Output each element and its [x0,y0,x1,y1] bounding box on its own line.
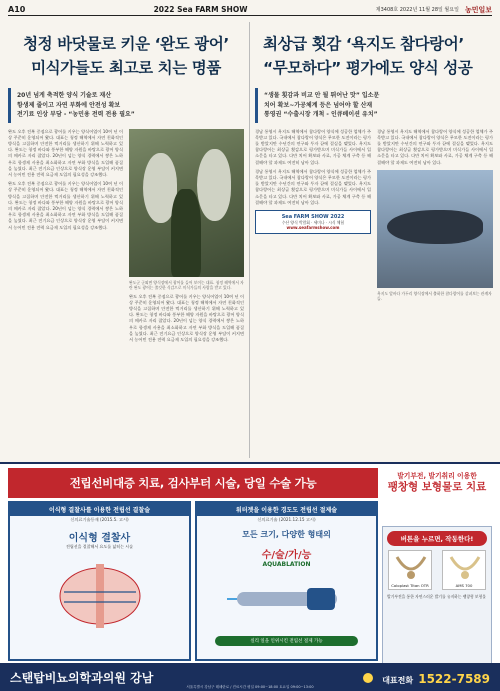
ad-card-ligation [8,501,191,661]
implant-product-2 [442,550,486,590]
right-subhead-3: 통영권 “수출시장 개척 - 인큐베이션 유치” [264,111,378,118]
event-title: Sea FARM SHOW 2022 [281,213,345,220]
left-article [8,20,244,460]
right-body-text-col2: 경남 통영시 욕지도 해역에서 참다랑어 양식에 성공한 업체가 주목받고 있다. 국내에서 참다랑어 양식은 무모한 도전이라는 평가를 받았지만 수년간의 연구와 투자 끝에 결실을 맺었다. 욕지도 참다랑어는 최상급 횟감으로 평가받으며 미식가들 사이에서 입소문을 타고 있다. 다만 치어 확보와 사료, 가공 체계 구축 등 해결해야 할 과제도 여전히 남아 있다. [377,128,493,165]
ad-implant-note: 발기부전을 통한 자연스러운 발기를 유지하는 팽창형 보형물 [387,594,486,599]
prostate-diagram-icon [40,556,160,636]
right-subhead-1: “생물 횟감과 비교 안 될 뛰어난 맛” 입소문 [264,92,380,99]
phone-label: 대표전화 [382,675,414,685]
tuna-shape [387,210,483,244]
clinic-name: 스탠탑비뇨의학과의원 강남 [10,670,154,685]
page-number: A10 [8,5,26,14]
implant-icon [443,551,487,583]
ad-card-1-line: 전립선을 결찰해서 요도를 넓히는 시술 [66,544,133,549]
ad-card-2-brand: AQUABLATION [262,561,311,568]
ad-side-banner [382,468,492,524]
left-body-text-col2: 완도 오후 전복 중점으로 광어를 키우는 양식어업이 10여 년 이상 꾸준히 운영되어 왔다. 대표는 청정 해역에서 자연 친화적인 방식을 고집하며 안전한 먹거리를 생산하기 위해 노력하고 있다. 완도는 청정 바다와 풍부한 해양 자원을 바탕으로 광어 양식의 메카로 자리 잡았다. 20년이 넘는 양식 경력에서 쌓은 노하우로 항생제 사용을 최소화하고 자연 부화 방식을 도입해 품질을 높였다. 최근 전기요금 인상으로 양식장 운영 부담이 커지면서 농어민 전용 전력 요금제 도입의 필요성을 강조했다. [129,293,244,342]
clinic-address: 서울특별시 강남구 테헤란로 / 진료시간 평일 09:00~18:00 토요일 09:00~13:00 [186,685,314,689]
event-url: www.seafarmshow.com [286,224,340,230]
ad-card-2-title: 수/술/가/능 [261,550,312,561]
left-subhead-2: 항생제 줄이고 자연 부화에 안전성 확보 [17,101,121,109]
phone-number: 1522-7589 [418,671,490,686]
issue-date: 제3408호 2022년 11월 28일 월요일 [375,7,459,13]
phone-icon [363,673,373,683]
newspaper-brand: 농민일보 [464,5,492,14]
left-subheads [8,88,244,123]
left-body-columns [8,129,244,344]
waterjet-device-icon [227,572,347,632]
left-subhead-1: 20년 넘게 축적한 양식 기술로 재산 [17,92,112,99]
left-photo-caption: 완도군 군외면 양식장에서 광어를 들어 보이는 대표. 청정 해역에서 자란 완도 광어는 쫄깃한 식감으로 미식가들의 사랑을 받고 있다. [129,279,244,290]
right-headline [255,20,493,80]
ad-card-1-sub: 신의료기술등재 (2015.5. 고시) [70,517,129,522]
event-description: 수산 양식 박람회 · 세미나 · 시식 체험 [281,219,345,225]
right-body-text-cont: 경남 통영시 욕지도 해역에서 참다랑어 양식에 성공한 업체가 주목받고 있다. 국내에서 참다랑어 양식은 무모한 도전이라는 평가를 받았지만 수년간의 연구와 투자 끝에 결실을 맺었다. 욕지도 참다랑어는 최상급 횟감으로 평가받으며 미식가들 사이에서 입소문을 타고 있다. 다만 치어 확보와 사료, 가공 체계 구축 등 해결해야 할 과제도 여전히 남아 있다. [255,168,371,205]
implant-product-1 [388,550,432,590]
left-body-text-cont: 완도 오후 전복 중점으로 광어를 키우는 양식어업이 10여 년 이상 꾸준히 운영되어 왔다. 대표는 청정 해역에서 자연 친화적인 방식을 고집하며 안전한 먹거리를 생산하기 위해 노력하고 있다. 완도는 청정 바다와 풍부한 해양 자원을 바탕으로 광어 양식의 메카로 자리 잡았다. 20년이 넘는 양식 경력에서 쌓은 노하우로 항생제 사용을 최소화하고 자연 부화 방식을 도입해 품질을 높였다. 최근 전기요금 인상으로 양식장 운영 부담이 커지면서 농어민 전용 전력 요금제 도입의 필요성을 강조했다. [8,181,123,230]
left-subhead-3: 전기료 인상 부담 - “농민용 전력 전용 필요” [17,111,135,118]
right-headline-line-1: 최상급 횟감 ‘욕지도 참다랑어’ [263,35,464,53]
right-body-columns [255,129,493,302]
implant-product-1-label: Coloplast Titan OTR [391,583,429,588]
implant-products [383,550,491,590]
right-article [255,20,493,460]
ad-card-2-sub: 신의료기술 (2021.12.15 고시) [257,517,316,522]
ad-footer [0,663,500,691]
clinic-phone [363,668,490,687]
left-body-text: 완도 오후 전복 중점으로 광어를 키우는 양식어업이 10여 년 이상 꾸준히 운영되어 왔다. 대표는 청정 해역에서 자연 친화적인 방식을 고집하며 안전한 먹거리를 생산하기 위해 노력하고 있다. 완도는 청정 바다와 풍부한 해양 자원을 바탕으로 광어 양식의 메카로 자리 잡았다. 20년이 넘는 양식 경력에서 쌓은 노하우로 항생제 사용을 최소화하고 자연 부화 방식을 도입해 품질을 높였다. 최근 전기요금 인상으로 양식장 운영 부담이 커지면서 농어민 전용 전력 요금제 도입의 필요성을 강조했다. [8,128,123,177]
ad-side-banner-big: 팽창형 보형물로 치료 [387,481,487,493]
ad-implant-panel [382,526,492,666]
ad-card-2-tag: 워터젯을 이용한 경도도 전립선 절제술 [197,503,376,516]
person-silhouette [171,189,201,277]
ad-card-1-title: 이식형 결찰사 [68,533,131,544]
left-headline [8,20,244,80]
ad-card-2-pill: 실리 일을 인위시킨 전립선 절제 가능 [215,636,358,646]
ad-side-banner-small: 발기부전, 발기취리 이용한 [397,472,477,480]
section-title: 2022 Sea FARM SHOW [153,5,248,14]
ad-main-banner: 전립선비대증 치료, 검사부터 시술, 당일 수술 가능 [8,468,378,498]
right-subhead-2: 치어 확보~가공체계 등은 넘어야 할 산재 [264,101,373,109]
ad-card-aquablation [195,501,378,661]
column-divider [249,22,250,458]
fish-shape-2 [197,149,231,221]
event-promo-box [255,210,371,234]
right-headline-line-2: “무모하다” 평가에도 양식 성공 [263,59,473,77]
implant-product-2-label: AMS 700 [455,583,473,588]
ad-cards [8,501,378,661]
ad-card-2-lead: 모든 크기, 다양한 형태의 [242,530,331,539]
right-body-text: 경남 통영시 욕지도 해역에서 참다랑어 양식에 성공한 업체가 주목받고 있다. 국내에서 참다랑어 양식은 무모한 도전이라는 평가를 받았지만 수년간의 연구와 투자 끝에 결실을 맺었다. 욕지도 참다랑어는 최상급 횟감으로 평가받으며 미식가들 사이에서 입소문을 타고 있다. 다만 치어 확보와 사료, 가공 체계 구축 등 해결해야 할 과제도 여전히 남아 있다. [255,128,371,165]
left-headline-line-2: 미식가들도 최고로 치는 명품 [31,59,221,77]
left-headline-line-1: 청정 바닷물로 키운 ‘완도 광어’ [23,35,229,53]
right-photo-caption: 욕지도 앞바다 가두리 양식장에서 출하한 참다랑어를 살펴보는 관계자들. [377,290,492,302]
right-photo [377,170,493,288]
page-header [8,4,492,16]
clinic-advertisement [0,462,500,691]
header-meta [376,5,492,15]
implant-icon [389,551,433,583]
left-photo [129,129,244,277]
right-subheads [255,88,493,123]
ad-implant-banner: 버튼을 누르면, 작동한다! [387,531,487,546]
ad-card-1-tag: 이식형 결찰사를 이용한 전립선 결찰술 [10,503,189,516]
